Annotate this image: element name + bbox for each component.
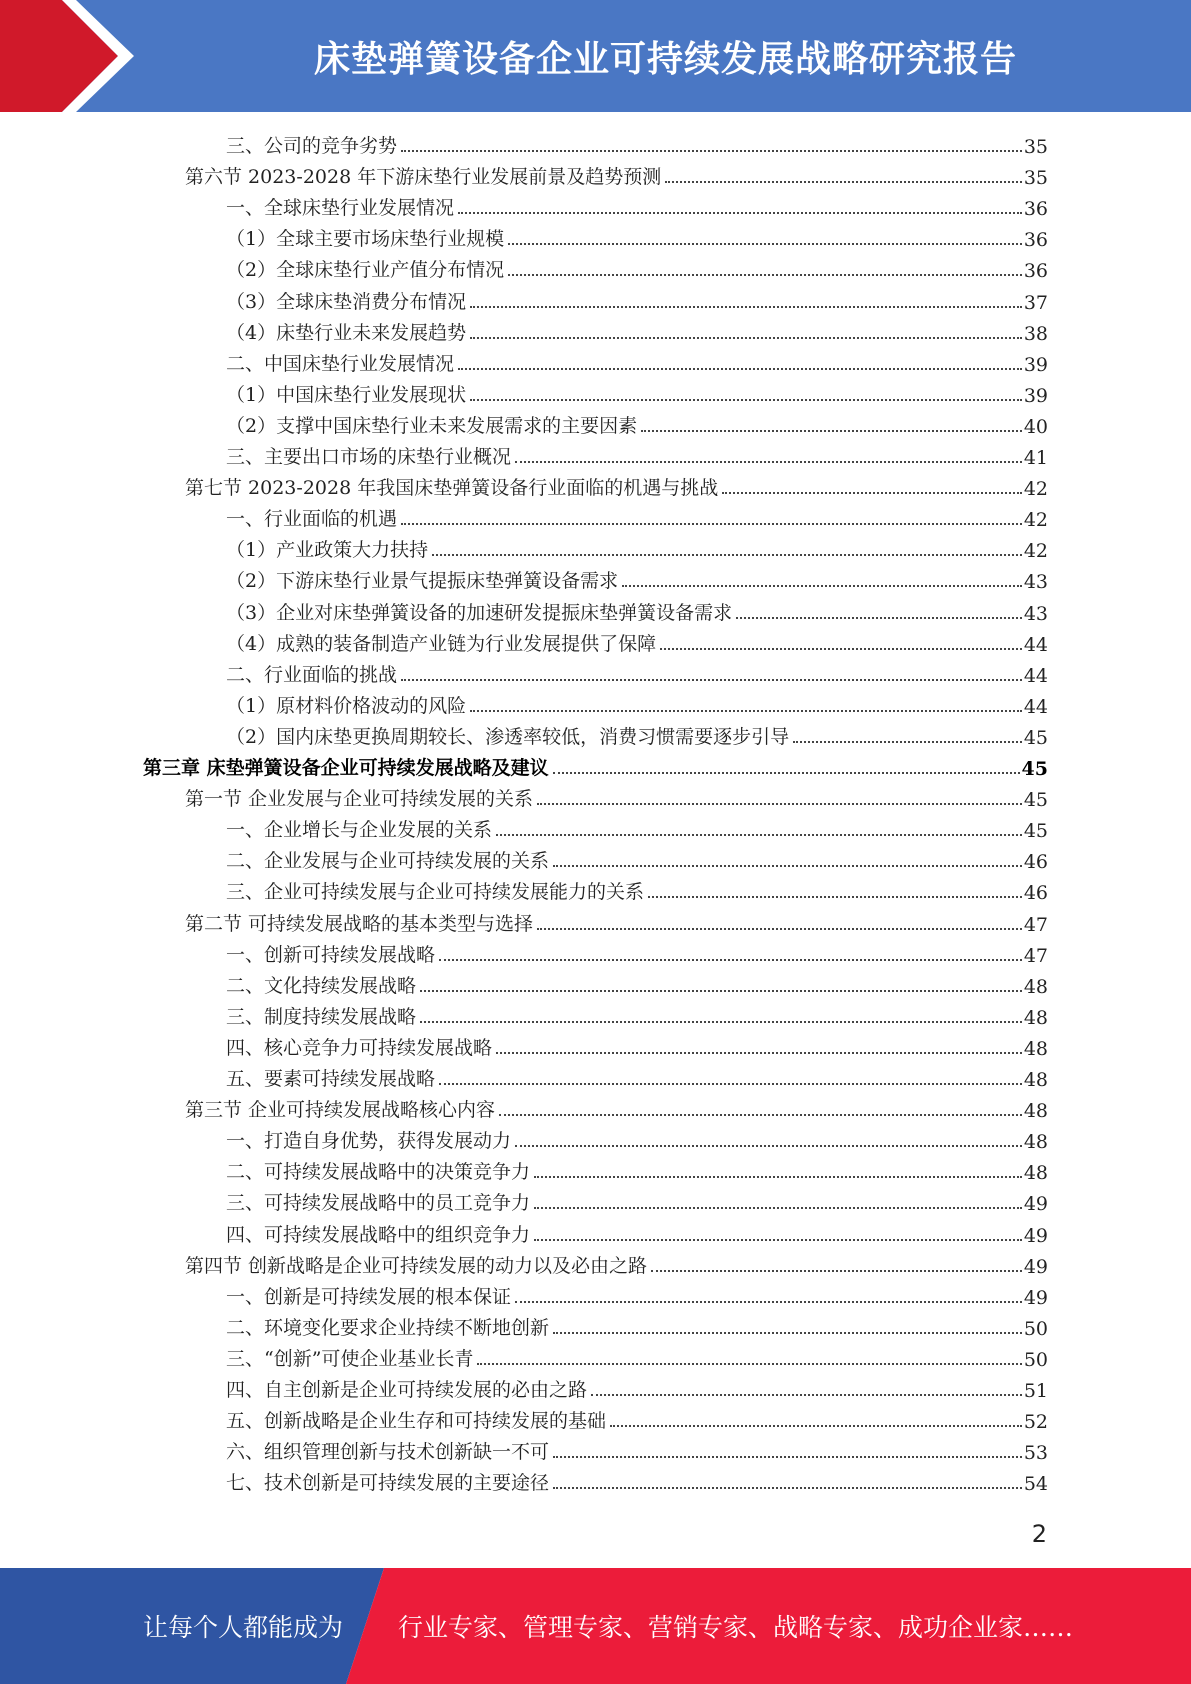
toc-entry[interactable] [226, 687, 1048, 718]
toc-dot-leader [660, 648, 1022, 650]
toc-entry-page: 50 [1023, 1348, 1048, 1371]
toc-entry[interactable] [226, 314, 1048, 345]
toc-entry[interactable] [226, 189, 1048, 220]
toc-entry-page: 49 [1023, 1224, 1048, 1247]
toc-entry-page: 53 [1023, 1442, 1048, 1465]
toc-entry-page: 48 [1023, 1069, 1048, 1091]
toc-entry-page: 50 [1023, 1317, 1048, 1340]
toc-entry-page: 36 [1023, 260, 1048, 283]
toc-entry-label: 二、可持续发展战略中的决策竞争力 [226, 1161, 531, 1184]
toc-entry-page: 43 [1023, 571, 1048, 594]
toc-dot-leader [470, 399, 1022, 401]
toc-entry-page: 44 [1023, 664, 1048, 687]
toc-entry-label: 三、可持续发展战略中的员工竞争力 [226, 1192, 531, 1215]
toc-entry[interactable] [185, 158, 1048, 189]
toc-dot-leader [508, 243, 1022, 245]
toc-dot-leader [793, 741, 1022, 743]
toc-entry[interactable] [226, 1402, 1048, 1433]
toc-entry-label: （1）全球主要市场床垫行业规模 [226, 228, 505, 251]
toc-dot-leader [401, 150, 1022, 152]
toc-entry-label: 二、文化持续发展战略 [226, 974, 417, 997]
toc-dot-leader [537, 928, 1022, 930]
toc-entry-page: 46 [1023, 851, 1048, 874]
toc-entry-label: 二、企业发展与企业可持续发展的关系 [226, 850, 550, 873]
toc-dot-leader [591, 1394, 1022, 1396]
header-arrow-icon [0, 0, 160, 112]
toc-entry-page: 45 [1021, 758, 1048, 780]
toc-entry[interactable] [143, 749, 1048, 780]
toc-dot-leader [736, 617, 1022, 619]
toc-entry-page: 49 [1023, 1193, 1048, 1216]
toc-entry-label: 五、创新战略是企业生存和可持续发展的基础 [226, 1410, 607, 1433]
toc-entry-label: 四、核心竞争力可持续发展战略 [226, 1036, 493, 1059]
toc-entry[interactable] [226, 1433, 1048, 1464]
toc-entry-page: 48 [1023, 1162, 1048, 1185]
toc-entry-label: 第七节 2023-2028 年我国床垫弹簧设备行业面临的机遇与挑战 [185, 477, 719, 500]
toc-entry[interactable] [226, 656, 1048, 687]
toc-dot-leader [401, 523, 1022, 525]
toc-entry-label: 第一节 企业发展与企业可持续发展的关系 [185, 788, 534, 811]
toc-dot-leader [458, 368, 1022, 370]
toc-entry[interactable] [226, 376, 1048, 407]
toc-entry[interactable] [226, 1464, 1048, 1495]
toc-dot-leader [515, 461, 1022, 463]
toc-entry[interactable] [226, 283, 1048, 314]
toc-entry[interactable] [226, 531, 1048, 562]
toc-dot-leader [722, 492, 1022, 494]
toc-dot-leader [553, 1332, 1022, 1334]
toc-entry-page: 52 [1023, 1411, 1048, 1434]
toc-dot-leader [515, 1301, 1022, 1303]
toc-entry-label: 一、全球床垫行业发展情况 [226, 197, 455, 220]
toc-entry[interactable] [226, 1122, 1048, 1153]
toc-entry[interactable] [226, 1184, 1048, 1215]
footer-slogan-right: 行业专家、管理专家、营销专家、战略专家、成功企业家…… [398, 1613, 1074, 1642]
toc-entry-page: 42 [1023, 509, 1048, 532]
toc-entry-label: 二、环境变化要求企业持续不断地创新 [226, 1316, 550, 1339]
toc-entry-label: 三、“创新”可使企业基业长青 [226, 1347, 474, 1370]
toc-dot-leader [496, 834, 1022, 836]
toc-entry[interactable] [226, 1060, 1048, 1091]
toc-entry-label: （3）企业对床垫弹簧设备的加速研发提振床垫弹簧设备需求 [226, 601, 733, 624]
toc-entry[interactable] [226, 718, 1048, 749]
toc-dot-leader [622, 585, 1022, 587]
toc-entry-page: 35 [1023, 167, 1048, 190]
toc-entry-page: 47 [1023, 944, 1048, 967]
toc-entry[interactable] [226, 1371, 1048, 1402]
toc-entry-page: 39 [1023, 384, 1048, 407]
toc-entry-label: 第四节 创新战略是企业可持续发展的动力以及必由之路 [185, 1254, 648, 1277]
toc-dot-leader [470, 306, 1022, 308]
toc-dot-leader [553, 1487, 1022, 1489]
toc-entry[interactable] [226, 594, 1048, 625]
toc-entry[interactable] [226, 842, 1048, 873]
toc-entry-page: 36 [1023, 198, 1048, 221]
toc-entry[interactable] [226, 625, 1048, 656]
toc-entry[interactable] [226, 251, 1048, 282]
toc-entry[interactable] [185, 780, 1048, 811]
toc-dot-leader [499, 1114, 1022, 1116]
toc-entry[interactable] [226, 127, 1048, 158]
toc-entry[interactable] [226, 438, 1048, 469]
toc-entry-page: 41 [1023, 447, 1048, 469]
toc-entry-page: 54 [1023, 1473, 1048, 1496]
toc-entry-page: 42 [1023, 540, 1048, 563]
toc-entry-page: 38 [1023, 322, 1048, 345]
toc-dot-leader [641, 430, 1022, 432]
toc-entry[interactable] [226, 811, 1048, 842]
toc-entry-label: 三、主要出口市场的床垫行业概况 [226, 446, 512, 468]
toc-dot-leader [534, 1176, 1022, 1178]
toc-dot-leader [651, 1270, 1022, 1272]
toc-entry[interactable] [226, 407, 1048, 438]
toc-entry[interactable] [226, 562, 1048, 593]
toc-entry-label: 二、中国床垫行业发展情况 [226, 352, 455, 375]
toc-entry-label: （4）床垫行业未来发展趋势 [226, 321, 467, 344]
toc-entry-label: （2）国内床垫更换周期较长、渗透率较低，消费习惯需要逐步引导 [226, 725, 790, 748]
toc-entry[interactable] [226, 500, 1048, 531]
toc-entry-page: 49 [1023, 1255, 1048, 1278]
toc-dot-leader [470, 710, 1022, 712]
toc-dot-leader [439, 1083, 1022, 1085]
toc-entry-label: （2）全球床垫行业产值分布情况 [226, 259, 505, 282]
toc-entry-page: 45 [1023, 726, 1048, 749]
toc-entry-page: 40 [1023, 415, 1048, 438]
toc-dot-leader [553, 1456, 1022, 1458]
toc-dot-leader [470, 337, 1022, 339]
toc-entry-page: 48 [1023, 1100, 1048, 1123]
toc-entry-label: 四、自主创新是企业可持续发展的必由之路 [226, 1379, 588, 1401]
toc-entry[interactable] [226, 1340, 1048, 1371]
toc-entry-label: 四、可持续发展战略中的组织竞争力 [226, 1223, 531, 1246]
toc-dot-leader [515, 1145, 1022, 1147]
toc-entry[interactable] [226, 345, 1048, 376]
toc-entry-label: （4）成熟的装备制造产业链为行业发展提供了保障 [226, 632, 657, 655]
toc-entry-label: 六、组织管理创新与技术创新缺一不可 [226, 1441, 550, 1464]
toc-entry-label: 一、行业面临的机遇 [226, 508, 398, 531]
toc-entry[interactable] [226, 967, 1048, 998]
toc-entry-page: 43 [1023, 602, 1048, 625]
toc-dot-leader [432, 554, 1022, 556]
toc-entry-label: （3）全球床垫消费分布情况 [226, 290, 467, 313]
toc-entry-label: （1）中国床垫行业发展现状 [226, 383, 467, 406]
toc-entry-label: 二、行业面临的挑战 [226, 663, 398, 686]
toc-entry-page: 37 [1023, 291, 1048, 314]
toc-entry[interactable] [226, 873, 1048, 904]
toc-dot-leader [553, 772, 1020, 774]
report-title: 床垫弹簧设备企业可持续发展战略研究报告 [313, 38, 1017, 80]
toc-entry-label: 第二节 可持续发展战略的基本类型与选择 [185, 912, 534, 935]
toc-entry-label: （1）原材料价格波动的风险 [226, 694, 467, 717]
toc-dot-leader [553, 865, 1022, 867]
toc-dot-leader [665, 181, 1022, 183]
toc-entry-page: 39 [1023, 353, 1048, 376]
toc-entry-page: 47 [1023, 913, 1048, 936]
toc-entry-page: 48 [1023, 1006, 1048, 1029]
toc-dot-leader [648, 896, 1022, 898]
toc-entry[interactable] [185, 1091, 1048, 1122]
toc-dot-leader [508, 274, 1022, 276]
toc-entry[interactable] [226, 998, 1048, 1029]
toc-entry-label: 第六节 2023-2028 年下游床垫行业发展前景及趋势预测 [185, 166, 662, 189]
toc-entry-page: 45 [1023, 820, 1048, 843]
toc-dot-leader [420, 990, 1022, 992]
toc-dot-leader [458, 212, 1022, 214]
toc-entry-page: 51 [1023, 1380, 1048, 1402]
toc-dot-leader [420, 1021, 1022, 1023]
toc-entry-label: （1）产业政策大力扶持 [226, 539, 429, 562]
toc-dot-leader [534, 1207, 1022, 1209]
toc-entry-label: 一、企业增长与企业发展的关系 [226, 819, 493, 842]
toc-dot-leader [439, 959, 1022, 961]
toc-entry[interactable] [226, 1153, 1048, 1184]
toc-entry-page: 44 [1023, 633, 1048, 656]
toc-entry[interactable] [226, 1216, 1048, 1247]
toc-entry-page: 35 [1023, 136, 1048, 158]
toc-entry[interactable] [226, 220, 1048, 251]
toc-entry-label: 三、制度持续发展战略 [226, 1005, 417, 1028]
toc-entry-label: 七、技术创新是可持续发展的主要途径 [226, 1472, 550, 1495]
toc-entry-page: 48 [1023, 1131, 1048, 1154]
toc-dot-leader [496, 1052, 1022, 1054]
toc-entry-label: 三、企业可持续发展与企业可持续发展能力的关系 [226, 881, 645, 904]
toc-entry-page: 36 [1023, 229, 1048, 252]
toc-entry-page: 45 [1023, 789, 1048, 812]
toc-entry[interactable] [226, 936, 1048, 967]
toc-dot-leader [610, 1425, 1022, 1427]
toc-entry-label: 三、公司的竞争劣势 [226, 135, 398, 157]
toc-dot-leader [537, 803, 1022, 805]
footer-slogan-left: 让每个人都能成为 [143, 1613, 344, 1642]
page-number: 2 [1031, 1520, 1047, 1548]
toc-entry-page: 46 [1023, 882, 1048, 905]
toc-entry[interactable] [185, 469, 1048, 500]
toc-entry-label: 一、创新是可持续发展的根本保证 [226, 1285, 512, 1308]
toc-entry[interactable] [226, 1278, 1048, 1309]
toc-entry[interactable] [226, 1309, 1048, 1340]
toc-entry[interactable] [226, 1029, 1048, 1060]
toc-entry-label: 第三节 企业可持续发展战略核心内容 [185, 1099, 496, 1122]
footer-band [0, 1568, 1191, 1684]
toc-entry-label: 一、打造自身优势，获得发展动力 [226, 1130, 512, 1153]
toc-entry-page: 42 [1023, 478, 1048, 501]
toc-entry-label: 第三章 床垫弹簧设备企业可持续发展战略及建议 [143, 757, 549, 779]
toc-dot-leader [401, 679, 1022, 681]
toc-entry-label: （2）支撑中国床垫行业未来发展需求的主要因素 [226, 414, 638, 437]
header-band [0, 0, 1191, 112]
toc-entry-page: 44 [1023, 695, 1048, 718]
toc-entry-page: 48 [1023, 1037, 1048, 1060]
toc-entry-label: 五、要素可持续发展战略 [226, 1068, 436, 1090]
toc-dot-leader [534, 1239, 1022, 1241]
toc-entry-label: 一、创新可持续发展战略 [226, 943, 436, 966]
toc-entry-page: 48 [1023, 975, 1048, 998]
toc-entry-label: （2）下游床垫行业景气提振床垫弹簧设备需求 [226, 570, 619, 593]
toc-entry[interactable] [185, 905, 1048, 936]
toc-dot-leader [477, 1363, 1021, 1365]
toc-entry-page: 49 [1023, 1286, 1048, 1309]
toc-entry[interactable] [185, 1247, 1048, 1278]
